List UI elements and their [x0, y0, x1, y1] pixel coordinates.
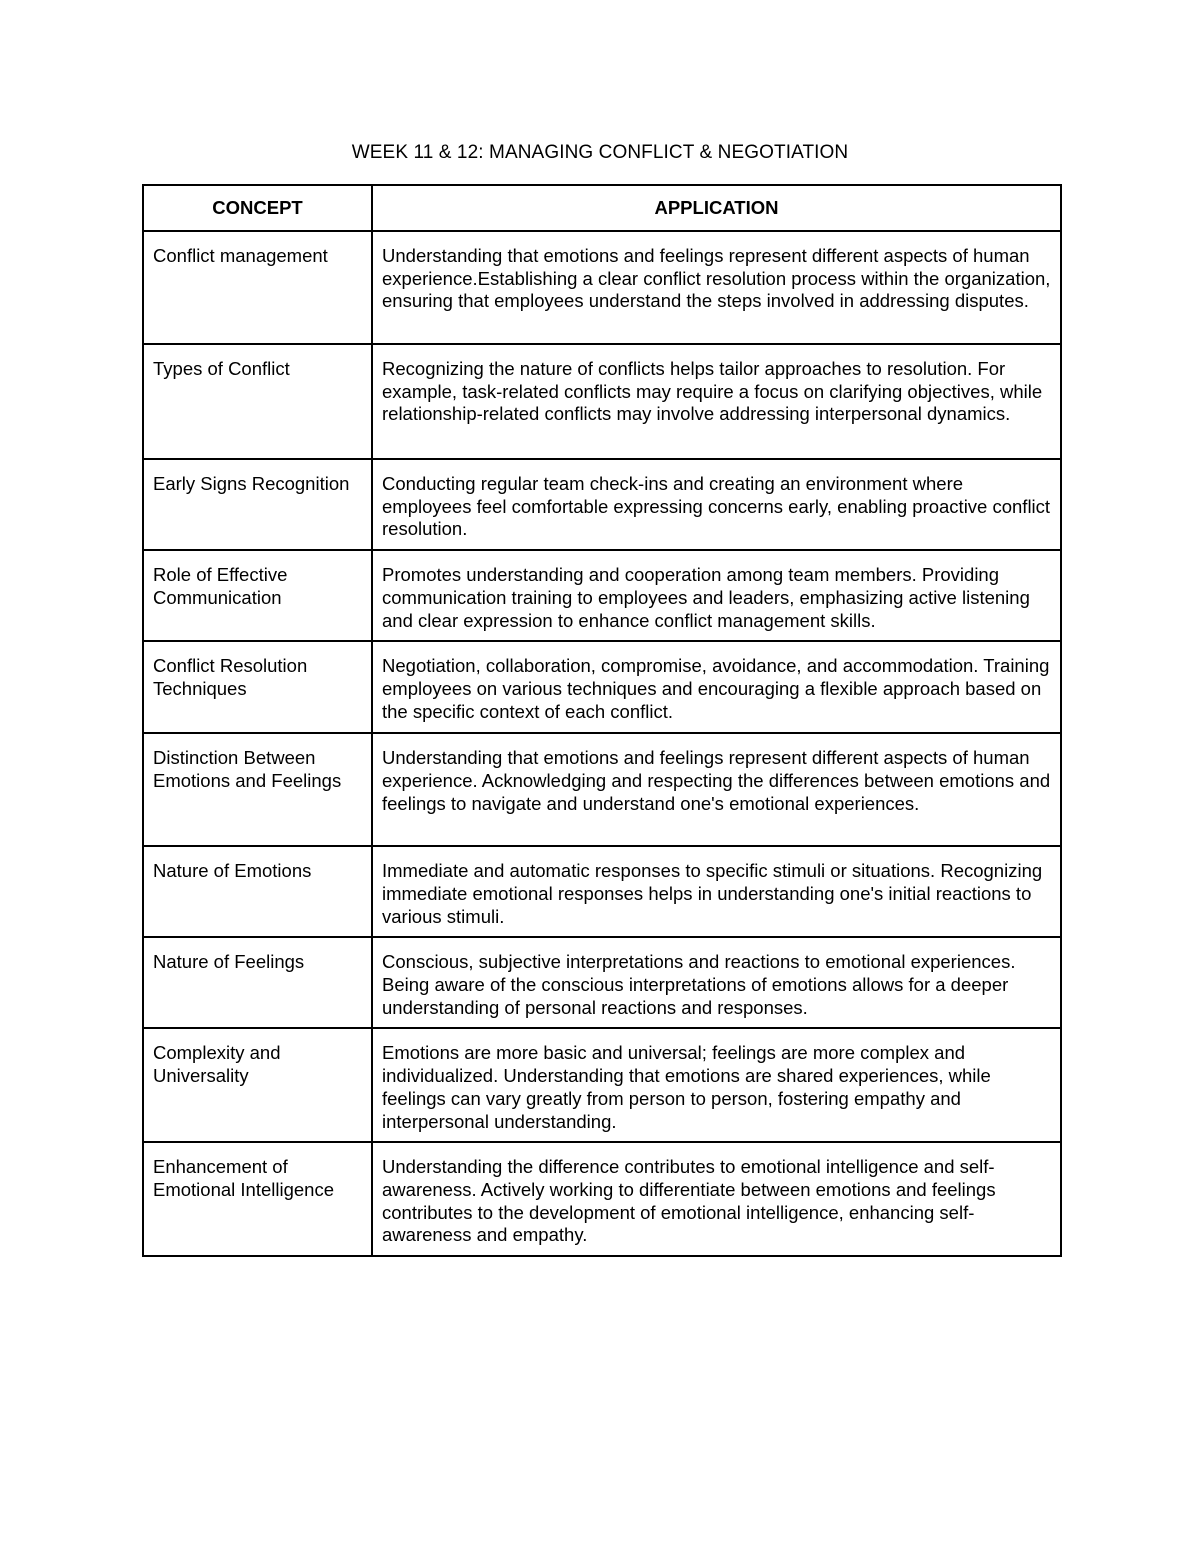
- table-row: [143, 1142, 1061, 1256]
- concept-application-table: [142, 184, 1062, 1257]
- concept-cell: Enhancement of Emotional Intelligence: [143, 1142, 372, 1256]
- application-cell: Emotions are more basic and universal; feelings are more complex and individualized. Understanding that emotions are shared experiences, while feelings can vary greatly from person to person, fostering empathy and interpersonal understanding.: [372, 1028, 1061, 1142]
- table-row: [143, 231, 1061, 344]
- concept-cell: Distinction Between Emotions and Feelings: [143, 733, 372, 846]
- application-cell: Conducting regular team check-ins and creating an environment where employees feel comfortable expressing concerns early, enabling proactive conflict resolution.: [372, 459, 1061, 550]
- table-row: [143, 1028, 1061, 1142]
- application-cell: Promotes understanding and cooperation among team members. Providing communication training to employees and leaders, emphasizing active listening and clear expression to enhance conflict management skills.: [372, 550, 1061, 641]
- table-row: [143, 846, 1061, 937]
- application-cell: Immediate and automatic responses to specific stimuli or situations. Recognizing immediate emotional responses helps in understanding one's initial reactions to various stimuli.: [372, 846, 1061, 937]
- concept-cell: Nature of Feelings: [143, 937, 372, 1028]
- table-row: [143, 937, 1061, 1028]
- table-row: [143, 733, 1061, 846]
- header-application: APPLICATION: [372, 185, 1061, 231]
- application-cell: Understanding the difference contributes to emotional intelligence and self-awareness. Actively working to differentiate between emotions and feelings contributes to the development of emotional intelligence, enhancing self-awareness and empathy.: [372, 1142, 1061, 1256]
- application-cell: Understanding that emotions and feelings represent different aspects of human experience.Establishing a clear conflict resolution process within the organization, ensuring that employees understand the steps involved in addressing disputes.: [372, 231, 1061, 344]
- page-title: WEEK 11 & 12: MANAGING CONFLICT & NEGOTIATION: [351, 142, 849, 163]
- concept-cell: Conflict management: [143, 231, 372, 344]
- application-cell: Negotiation, collaboration, compromise, avoidance, and accommodation. Training employees on various techniques and encouraging a flexible approach based on the specific context of each conflict.: [372, 641, 1061, 733]
- table-row: [143, 641, 1061, 733]
- application-cell: Understanding that emotions and feelings represent different aspects of human experience. Acknowledging and respecting the differences between emotions and feelings to navigate and understand one's emotional experiences.: [372, 733, 1061, 846]
- concept-cell: Conflict Resolution Techniques: [143, 641, 372, 733]
- table-header-row: [143, 185, 1061, 231]
- concept-cell: Types of Conflict: [143, 344, 372, 459]
- concept-cell: Nature of Emotions: [143, 846, 372, 937]
- application-cell: Recognizing the nature of conflicts helps tailor approaches to resolution. For example, task-related conflicts may require a focus on clarifying objectives, while relationship-related conflicts may involve addressing interpersonal dynamics.: [372, 344, 1061, 459]
- concept-cell: Complexity and Universality: [143, 1028, 372, 1142]
- table-row: [143, 344, 1061, 459]
- table-row: [143, 550, 1061, 641]
- header-concept: CONCEPT: [143, 185, 372, 231]
- concept-cell: Early Signs Recognition: [143, 459, 372, 550]
- table-row: [143, 459, 1061, 550]
- application-cell: Conscious, subjective interpretations and reactions to emotional experiences. Being aware of the conscious interpretations of emotions allows for a deeper understanding of personal reactions and responses.: [372, 937, 1061, 1028]
- concept-cell: Role of Effective Communication: [143, 550, 372, 641]
